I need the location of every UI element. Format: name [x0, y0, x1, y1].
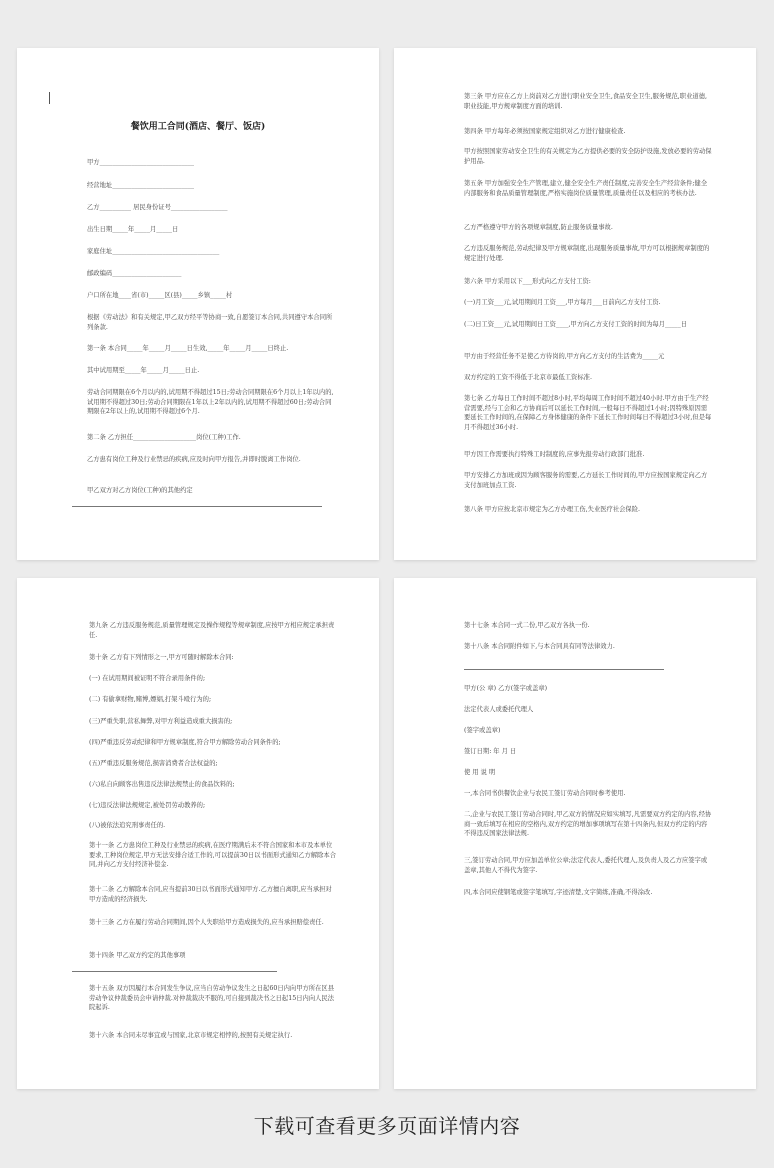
- download-caption: 下载可查看更多页面详情内容: [253, 1114, 521, 1138]
- contract-paragraph: 第十一条 乙方患岗位工种及行业禁忌的疾病,在医疗期满后未不符合国家和本市及本单位要求,工种岗位规定,甲方无法安排合适工作的,可以提前30日以书面形式通知乙方解除本合同,并向乙方支付经济补偿金.: [89, 842, 337, 868]
- signature-line: [72, 506, 322, 507]
- contract-paragraph: (五)严重违反服务规范,损害消费者合法权益的;: [89, 760, 218, 767]
- contract-paragraph: (二)日工资___元,试用期间日工资____,甲方向乙方支付工资的时间为每月_____日: [464, 321, 688, 328]
- contract-paragraph: 甲方安排乙方加班或因为顾客服务的需要,乙方延长工作时间的,甲方应按国家规定向乙方支付加班加点工资.: [464, 472, 708, 489]
- contract-paragraph: 甲方由于经营任务不足使乙方待岗的,甲方向乙方支付的生活费为_____元: [464, 353, 665, 360]
- signing-date: 签订日期: 年 月 日: [464, 748, 517, 755]
- contract-title: 餐饮用工合同(酒店、餐厅、饭店): [130, 122, 266, 132]
- attachment-line: [464, 669, 664, 670]
- contract-paragraph: 第十七条 本合同一式二份,甲乙双方各执一份.: [464, 622, 590, 629]
- contract-paragraph: 第五条 甲方加强安全生产管理,建立,健全安全生产责任制度,完善安全生产经营条件;健全内部服务和食品质量管理制度,严格实施岗位质量管理,质量责任以及相应的考核办法.: [464, 180, 708, 197]
- contract-page-2: [394, 48, 756, 560]
- postal-code-field: 邮政编码______________________: [87, 270, 182, 277]
- contract-paragraph: 第八条 甲方应按北京市规定为乙方办理工伤,失业医疗社会保险.: [464, 506, 641, 513]
- contract-paragraph: (三)严重失职,营私舞弊,对甲方利益造成重大损害的;: [89, 718, 233, 725]
- contract-page-3: [17, 578, 379, 1089]
- contract-paragraph: 根据《劳动法》和有关规定,甲乙双方经平等协商一致,自愿签订本合同,共同遵守本合同所列条款.: [87, 314, 333, 331]
- business-address-field: 经营地址__________________________: [87, 182, 195, 189]
- contract-paragraph: 第六条 甲方采用以下___形式向乙方支付工资:: [464, 278, 591, 285]
- contract-paragraph: 双方约定的工资不得低于北京市最低工资标准.: [464, 374, 592, 381]
- contract-paragraph: 劳动合同期限在6个月以内的,试用期不得超过15日;劳动合同期限在6个月以上1年以内的,试用期不得超过30日;劳动合同期限在1年以上2年以内的,试用期不得超过60日;劳动合同期限在2年以上的,试用期不得超过6个月.: [87, 389, 334, 415]
- party-b-field: 乙方__________ 居民身份证号__________________: [87, 204, 228, 211]
- contract-paragraph: 乙方患有岗位工种及行业禁忌的疾病,应及时向甲方报告,并即时脱离工作岗位.: [87, 456, 301, 463]
- contract-page-1: [17, 48, 379, 560]
- contract-paragraph: 第二条 乙方担任____________________岗位(工种)工作.: [87, 434, 241, 441]
- instruction-paragraph: 四,本合同应使钢笔或签字笔填写,字迹清楚,文字简练,准确,不得涂改.: [464, 889, 653, 896]
- contract-paragraph: (八)被依法追究刑事责任的.: [89, 822, 166, 829]
- contract-paragraph: 甲方因工作需要执行特殊工时制度的,应事先报劳动行政部门批准.: [464, 451, 645, 458]
- contract-paragraph: 第一条 本合同_____年_____月_____日生效,_____年_____月_____日终止.: [87, 345, 289, 352]
- contract-paragraph: (四)严重违反劳动纪律和甲方规章制度,符合甲方解除劳动合同条件的;: [89, 739, 281, 746]
- contract-paragraph: (一)月工资___元,试用期间月工资___,甲方每月___日前向乙方支付工资.: [464, 299, 661, 306]
- instruction-paragraph: 一,本合同书供餐饮企业与农民工签订劳动合同时参考使用.: [464, 790, 626, 797]
- contract-paragraph: 第十条 乙方有下列情形之一,甲方可随时解除本合同:: [89, 654, 234, 661]
- contract-paragraph: 第七条 乙方每日工作时间不超过8小时,平均每周工作时间不超过40小时.甲方由于生产经营需要,经与工会和乙方协商后可以延长工作时间,一般每日不得超过1小时;因特殊原因需要延长工作时间的,在保障乙方身体健康的条件下延长工作时间每日不得超过3小时,但是每月不得超过36小时.: [464, 395, 712, 431]
- contract-paragraph: 第十六条 本合同未尽事宜或与国家,北京市规定相悖的,按照有关规定执行.: [89, 1032, 293, 1039]
- instruction-paragraph: 二,企业与农民工签订劳动合同时,甲乙双方的情况应如实填写,凡需要双方约定的内容,经协商一致后填写在相应的空格内,双方约定的增加事项填写在第十四条内,但双方约定的内容不得违反国家法律法规.: [464, 811, 712, 837]
- contract-paragraph: (一) 在试用期间被证明不符合录用条件的;: [89, 675, 206, 682]
- contract-page-4: [394, 578, 756, 1089]
- instruction-paragraph: 三,签订劳动合同,甲方应加盖单位公章;法定代表人,委托代理人,及负责人及乙方应签字或盖章,其他人不得代为签字.: [464, 857, 708, 874]
- contract-paragraph: (六)私自向顾客出售违反法律法规禁止的食品饮料的;: [89, 781, 235, 788]
- signature-block: (签字或盖章): [464, 727, 501, 734]
- contract-paragraph: 第十五条 双方因履行本合同发生争议,应当自劳动争议发生之日起60日内向甲方所在区县劳动争议仲裁委员会申请仲裁.对仲裁裁决不服的,可自接到裁决书之日起15日内向人民法院起诉.: [89, 985, 335, 1011]
- home-address-field: 家庭住址__________________________________: [87, 248, 220, 255]
- birth-date-field: 出生日期_____年_____月_____日: [87, 226, 179, 233]
- party-a-field: 甲方______________________________: [87, 159, 195, 166]
- contract-paragraph: 甲方按照国家劳动安全卫生的有关规定为乙方提供必要的安全防护设施,发放必要的劳动保护用品.: [464, 148, 712, 165]
- contract-paragraph: (七)违反法律法规规定,被处罚劳动教养的;: [89, 802, 206, 809]
- household-registration-field: 户口所在地____省(市)_____区(县)_____乡镇_____村: [87, 292, 233, 299]
- contract-paragraph: 第十八条 本合同附件如下,与本合同具有同等法律效力.: [464, 643, 615, 650]
- contract-paragraph: 甲乙双方对乙方岗位(工种)的其他约定: [87, 487, 193, 494]
- contract-paragraph: 第十三条 乙方在履行劳动合同期间,因个人失职给甲方造成损失的,应当承担赔偿责任.: [89, 919, 324, 926]
- signature-block: 法定代表人或委托代理人: [464, 706, 534, 713]
- signature-block: 甲方(公 章) 乙方(签字或盖章): [464, 685, 548, 692]
- contract-paragraph: (二) 有偷拿财物,赌博,嫖娼,打架斗殴行为的;: [89, 696, 212, 703]
- usage-instructions-heading: 使 用 说 明: [464, 769, 496, 776]
- text-cursor: [49, 92, 50, 104]
- contract-paragraph: 乙方严格遵守甲方的各项规章制度,防止服务质量事故.: [464, 224, 613, 231]
- contract-paragraph: 第十四条 甲乙双方约定的其他事项: [89, 952, 186, 959]
- blank-line: [72, 971, 277, 972]
- contract-paragraph: 第十二条 乙方解除本合同,应当提前30日以书面形式通知甲方.乙方擅自离职,应当承担对甲方造成的经济损失.: [89, 886, 332, 903]
- contract-paragraph: 第四条 甲方每年必须按国家规定组织对乙方进行健康检查.: [464, 128, 626, 135]
- contract-paragraph: 乙方违反服务规范,劳动纪律及甲方规章制度,出现服务质量事故,甲方可以根据规章制度的规定进行处理.: [464, 245, 710, 262]
- contract-paragraph: 其中试用期至_____年_____月_____日止.: [87, 367, 200, 374]
- contract-paragraph: 第九条 乙方违反服务规范,质量管理规定及操作规程等规章制度,应按甲方相应规定承担责任.: [89, 622, 335, 639]
- contract-paragraph: 第三条 甲方应在乙方上岗前对乙方进行职业安全卫生,食品安全卫生,服务规范,职业道德,职业技能,甲方规章制度方面的培训.: [464, 93, 707, 110]
